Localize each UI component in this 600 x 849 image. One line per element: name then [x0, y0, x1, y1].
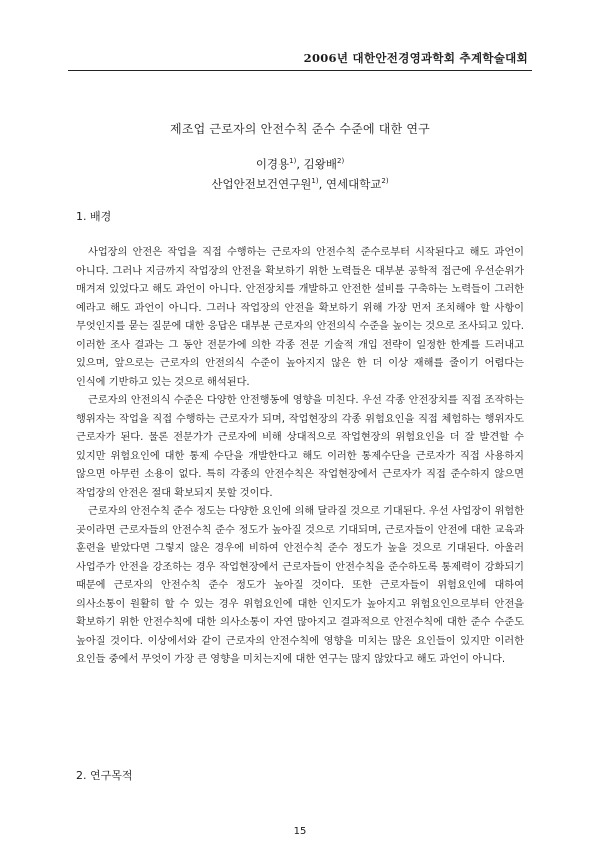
author-separator: ,: [296, 157, 304, 171]
affiliation-name: 산업안전보건연구원: [211, 177, 312, 191]
affiliation-line: [0, 176, 600, 192]
body-paragraph: 근로자의 안전수칙 준수 정도는 다양한 요인에 의해 달라질 것으로 기대된다. 우선 사업장이 위험한 곳이라면 근로자들의 안전수칙 준수 정도가 높아질 것으로 기대되며, 근로자들이 안전에 대한 교육과 훈련을 받았다면 그렇지 않은 경우에 비하여 안전수칙 준수 정도가 높을 것으로 기대된다. 아울러 사업주가 안전을 강조하는 경우 작업현장에서 근로자들이 안전수칙을 준수하도록 통제력이 강화되기 때문에 근로자의 안전수칙 준수 정도가 높아질 것이다. 또한 근로자들이 위험요인에 대하여 의사소통이 원활히 할 수 있는 경우 위험요인에 대한 인지도가 높아지고 위험요인으로부터 안전을 확보하기 위한 안전수칙에 대한 의사소통이 자연 많아지고 결과적으로 안전수칙에 대한 준수 수준도 높아질 것이다. 이상에서와 같이 근로자의 안전수칙에 영향을 미치는 많은 요인들이 있지만 이러한 요인들 중에서 무엇이 가장 큰 영향을 미치는지에 대한 연구는 많지 않았다고 해도 과언이 아니다.: [76, 506, 524, 665]
author-name: 이경용: [255, 157, 290, 171]
body-paragraph: 근로자의 안전의식 수준은 다양한 안전행동에 영향을 미친다. 우선 각종 안전장치를 직접 조작하는 행위자는 작업을 직접 수행하는 근로자가 되며, 작업현장의 각종 위험요인을 직접 체험하는 행위자도 근로자가 된다. 물론 전문가가 근로자에 비해 상대적으로 작업현장의 위험요인을 더 잘 발견할 수 있지만 위험요인에 대한 통제 수단을 개발한다고 해도 이러한 통제수단을 근로자가 직접 사용하지 않으면 아무런 소용이 없다. 특히 각종의 안전수칙은 작업현장에서 근로자가 직접 준수하지 않으면 작업장의 안전은 절대 확보되지 못할 것이다.: [76, 395, 524, 499]
conference-name: 2006년 대한안전경영과학회 추계학술대회: [303, 51, 528, 65]
affiliation-footnote-mark: 2): [381, 177, 389, 185]
section-heading-purpose: 2. 연구목적: [76, 769, 133, 782]
affiliation-separator: ,: [318, 177, 326, 191]
affiliation-footnote-mark: 1): [311, 177, 319, 185]
running-header: [0, 44, 600, 72]
paper-title: 제조업 근로자의 안전수칙 준수 수준에 대한 연구: [170, 122, 430, 136]
affiliation-name: 연세대학교: [325, 177, 382, 191]
author-footnote-mark: 2): [336, 157, 345, 165]
author-footnote-mark: 1): [289, 157, 297, 165]
section-heading-background: 1. 배경: [76, 210, 112, 223]
author-name: 김왕배: [303, 157, 337, 171]
body-paragraph: 사업장의 안전은 작업을 직접 수행하는 근로자의 안전수칙 준수로부터 시작된다고 해도 과언이 아니다. 그러나 지금까지 작업장의 안전을 확보하기 위한 노력들은 대부분 공학적 접근에 우선순위가 매겨져 있었다고 해도 과언이 아니다. 안전장치를 개발하고 안전한 설비를 구축하는 노력들이 그러한 예라고 해도 과언이 아니다. 그러나 작업장의 안전을 확보하기 위해 가장 먼저 조치해야 할 사항이 무엇인지를 묻는 질문에 대한 응답은 대부분 근로자의 안전의식 수준을 높이는 것으로 조사되고 있다. 이러한 조사 결과는 그 동안 전문가에 의한 각종 전문 기술적 개입 전략이 일정한 한계를 드러내고 있으며, 앞으로는 근로자의 안전의식 수준이 높아지지 않은 한 더 이상 재해를 줄이기 어렵다는 인식에 기반하고 있는 것으로 해석된다.: [76, 247, 524, 388]
author-line: [0, 156, 600, 172]
page-number: 15: [293, 826, 307, 837]
header-rule: [68, 70, 532, 71]
section-body-background: [76, 244, 524, 670]
